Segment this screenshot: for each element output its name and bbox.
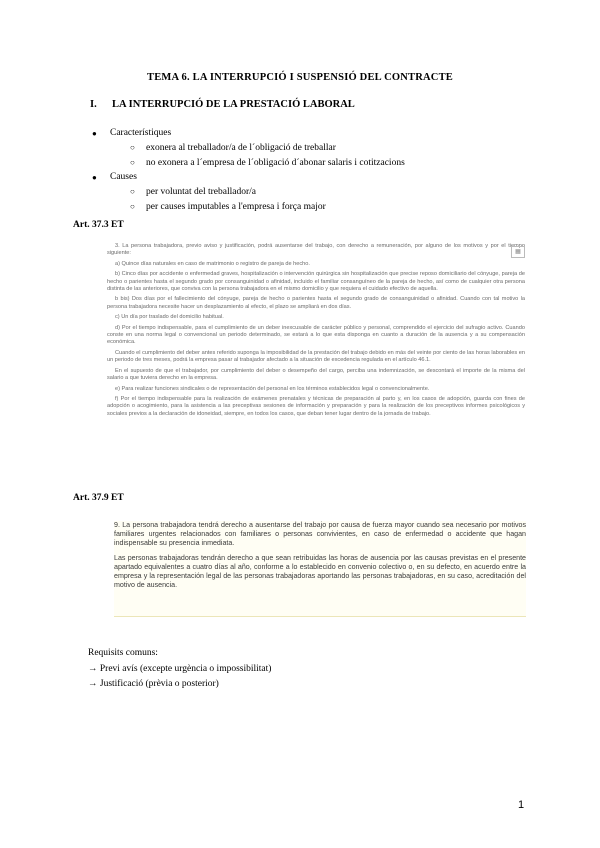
list-item	[90, 126, 405, 170]
requirement-item: → Justificació (prèvia o posterior)	[88, 679, 219, 689]
requirements-heading: Requisits comuns:	[88, 648, 158, 658]
sub-list-item	[130, 185, 405, 200]
sub-item-text: per causes imputables a l'empresa i força major	[146, 201, 326, 212]
requirement-item: → Previ avís (excepte urgència o impossibilitat)	[88, 663, 272, 674]
common-requirements	[88, 646, 271, 693]
document-title: TEMA 6. LA INTERRUPCIÓ I SUSPENSIÓ DEL CONTRACTE	[147, 72, 453, 83]
article-37-9-excerpt	[114, 521, 526, 617]
excerpt-paragraph: 3. La persona trabajadora, previo aviso y justificación, podrá ausentarse del trabajo, con derecho a remuneración, por alguno de los motivos y por el tiempo siguiente:	[107, 243, 525, 257]
sub-list-item	[130, 156, 405, 171]
excerpt-paragraph: Cuando el cumplimiento del deber antes referido suponga la imposibilidad de la prestación del trabajo debido en más del veinte por ciento de las horas laborables en un periodo de tres meses, podrá la empresa pasar al trabajador afectado a la situación de excedencia regulada en el artículo 46.1.	[107, 349, 525, 364]
sub-list-item	[130, 141, 405, 156]
bullet-label: Causes	[110, 172, 137, 182]
excerpt-paragraph: c) Un día por traslado del domicilio habitual.	[115, 314, 224, 321]
excerpt-paragraph: b) Cinco días por accidente o enfermedad graves, hospitalización o intervención quirúrgica sin hospitalización que precise reposo domiciliario del cónyuge, pareja de hecho o parientes hasta el segundo grado por consanguinidad o afinidad, incluido el familiar consanguíneo de la pareja de hecho, así como de cualquier otra persona distinta de las anteriores, que conviva con la persona trabajadora en el mismo domicilio y que requiera el cuidado efectivo de aquella.	[107, 271, 525, 293]
section-label: LA INTERRUPCIÓ DE LA PRESTACIÓ LABORAL	[112, 99, 355, 110]
circle-bullet-icon: ○	[130, 187, 135, 196]
circle-bullet-icon: ○	[130, 143, 135, 152]
list-item	[90, 170, 405, 214]
section-heading	[90, 99, 355, 110]
sub-list	[110, 141, 405, 170]
bullet-icon: ●	[92, 129, 97, 138]
sub-item-text: per voluntat del treballador/a	[146, 187, 256, 197]
article-37-3-label: Art. 37.3 ET	[73, 220, 124, 230]
page-number: 1	[518, 799, 525, 811]
excerpt-paragraph: a) Quince días naturales en caso de matrimonio o registro de pareja de hecho.	[115, 260, 310, 267]
circle-bullet-icon: ○	[130, 201, 135, 211]
sub-item-text: no exonera a l´empresa de l´obligació d´abonar salaris i cotitzacions	[146, 157, 405, 168]
article-37-3-excerpt	[107, 243, 525, 481]
excerpt-paragraph: e) Para realizar funciones sindicales o de representación del personal en los términos establecidos legal o convencionalmente.	[115, 385, 430, 392]
section-number: I.	[90, 99, 97, 110]
article-37-9-label: Art. 37.9 ET	[73, 493, 124, 503]
bullet-icon: ●	[92, 173, 97, 182]
excerpt-paragraph: En el supuesto de que el trabajador, por cumplimiento del deber o desempeño del cargo, perciba una indemnización, se descontará el importe de la misma del salario a que tuviera derecho en la empresa.	[107, 367, 525, 382]
image-placeholder-icon: ▦	[511, 246, 525, 258]
excerpt-paragraph: d) Por el tiempo indispensable, para el cumplimiento de un deber inexcusable de carácter público y personal, comprendido el ejercicio del sufragio activo. Cuando conste en una norma legal o convencional un periodo determinado, se estará a lo que esta disponga en cuanto a duración de la ausencia y a su compensación económica.	[107, 324, 525, 346]
sub-list	[110, 185, 405, 214]
bullet-label: Característiques	[110, 128, 172, 138]
excerpt-paragraph: Las personas trabajadoras tendrán derecho a que sean retribuidas las horas de ausencia por las causas previstas en el presente apartado equivalentes a cuatro días al año, conforme a lo establecido en convenio colectivo o, en su defecto, en acuerdo entre la empresa y la representación legal de las personas trabajadoras aportando las personas trabajadoras, en su caso, acreditación del motivo de ausencia.	[114, 553, 526, 590]
bullet-list	[90, 126, 405, 214]
excerpt-paragraph: b bis) Dos días por el fallecimiento del cónyuge, pareja de hecho o parientes hasta el segundo grado de consanguinidad o afinidad. Cuando con tal motivo la persona trabajadora necesite hacer un desplazamiento al efecto, el plazo se ampliará en dos días.	[107, 296, 525, 310]
sub-item-text: exonera al treballador/a de l´obligació de treballar	[146, 143, 336, 153]
sub-list-item	[130, 200, 405, 215]
excerpt-paragraph: 9. La persona trabajadora tendrá derecho a ausentarse del trabajo por causa de fuerza mayor cuando sea necesario por motivos familiares urgentes relacionados con familiares o personas convivientes, en caso de enfermedad o accidente que hagan indispensable su presencia inmediata.	[114, 521, 526, 548]
excerpt-paragraph: f) Por el tiempo indispensable para la realización de exámenes prenatales y técnicas de preparación al parto y, en los casos de adopción, guarda con fines de adopción o acogimiento, para la asistencia a las preceptivas sesiones de información y preparación y para la realización de los preceptivos informes psicológicos y sociales previos a la declaración de idoneidad, siempre, en todos los casos, que deban tener lugar dentro de la jornada de trabajo.	[107, 395, 525, 417]
circle-bullet-icon: ○	[130, 157, 135, 167]
